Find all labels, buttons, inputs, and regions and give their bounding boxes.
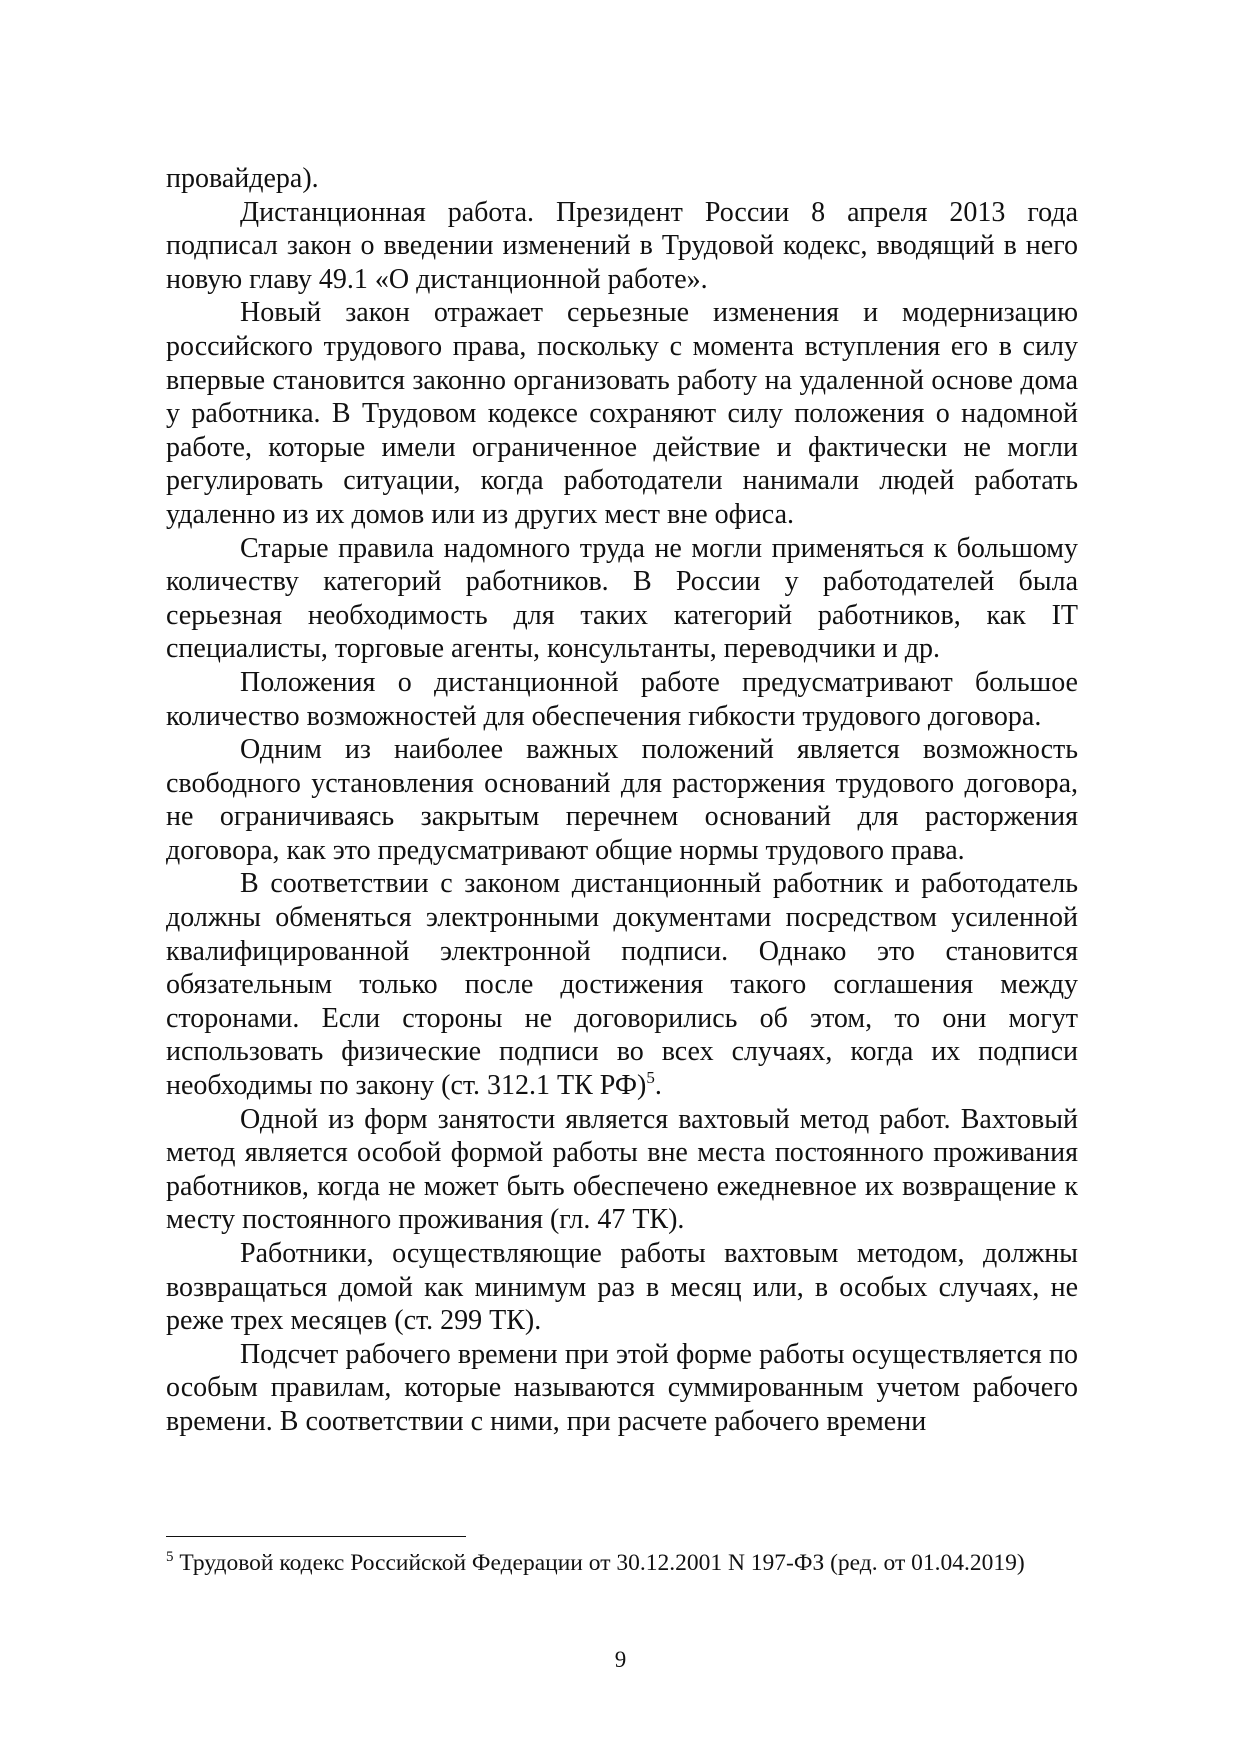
footnote-number: 5 bbox=[166, 1549, 174, 1566]
footnote-text: Трудовой кодекс Российской Федерации от 30.12.2001 N 197-ФЗ (ред. от 01.04.2019) bbox=[173, 1550, 1025, 1576]
paragraph-3 bbox=[166, 296, 1078, 531]
paragraph-5 bbox=[166, 666, 1078, 733]
paragraph-6-text: Одним из наиболее важных положений является возможность свободного установления оснований для расторжения трудового договора, не ограничиваясь закрытым перечнем оснований для расторжения договора, как это предусматривают общие нормы трудового права. bbox=[166, 734, 1078, 866]
paragraph-9 bbox=[166, 1237, 1078, 1338]
paragraph-7-text: В соответствии с законом дистанционный работник и работодатель должны обменяться электронными документами посредством усиленной квалифицированной электронной подписи. Однако это становится обязательным только после достижения такого соглашения между сторонами. Если стороны не договорились об этом, то они могут использовать физические подписи во всех случаях, когда их подписи необходимы по закону (ст. 312.1 ТК РФ) bbox=[166, 868, 1078, 1102]
paragraph-8 bbox=[166, 1103, 1078, 1237]
paragraph-7-end: . bbox=[654, 1070, 662, 1102]
page-number: 9 bbox=[614, 1647, 627, 1672]
paragraph-6 bbox=[166, 733, 1078, 867]
paragraph-4 bbox=[166, 532, 1078, 666]
body-text bbox=[166, 162, 1078, 1439]
footnote bbox=[166, 1548, 1086, 1578]
paragraph-3-text: Новый закон отражает серьезные изменения и модернизацию российского трудового права, поскольку с момента вступления его в силу впервые становится законно организовать работу на удаленной основе дома у работника. В Трудовом кодексе сохраняют силу положения о надомной работе, которые имели ограниченное действие и фактически не могли регулировать ситуации, когда работодатели нанимали людей работать удаленно из их домов или из других мест вне офиса. bbox=[166, 297, 1078, 530]
paragraph-2-text: Дистанционная работа. Президент России 8 апреля 2013 года подписал закон о введении изменений в Трудовой кодекс, вводящий в него новую главу 49.1 «О дистанционной работе». bbox=[166, 196, 1078, 295]
paragraph-7 bbox=[166, 867, 1078, 1102]
footnote-separator bbox=[166, 1536, 466, 1537]
paragraph-10 bbox=[166, 1338, 1078, 1439]
paragraph-1-text: провайдера). bbox=[166, 163, 319, 194]
paragraph-9-text: Работники, осуществляющие работы вахтовым методом, должны возвращаться домой как минимум раз в месяц или, в особых случаях, не реже трех месяцев (ст. 299 ТК). bbox=[166, 1238, 1078, 1337]
paragraph-1 bbox=[166, 162, 1078, 196]
footnote-reference: 5 bbox=[646, 1067, 655, 1087]
paragraph-8-text: Одной из форм занятости является вахтовый метод работ. Вахтовый метод является особой формой работы вне места постоянного проживания работников, когда не может быть обеспечено ежедневное их возвращение к месту постоянного проживания (гл. 47 ТК). bbox=[166, 1103, 1078, 1236]
paragraph-2 bbox=[166, 196, 1078, 297]
paragraph-5-text: Положения о дистанционной работе предусматривают большое количество возможностей для обеспечения гибкости трудового договора. bbox=[166, 666, 1078, 732]
paragraph-4-text: Старые правила надомного труда не могли применяться к большому количеству категорий работников. В России у работодателей была серьезная необходимость для таких категорий работников, как IT специалисты, торговые агенты, консультанты, переводчики и др. bbox=[166, 532, 1078, 665]
paragraph-10-text: Подсчет рабочего времени при этой форме работы осуществляется по особым правилам, которые называются суммированным учетом рабочего времени. В соответствии с ними, при расчете рабочего времени bbox=[166, 1338, 1078, 1437]
